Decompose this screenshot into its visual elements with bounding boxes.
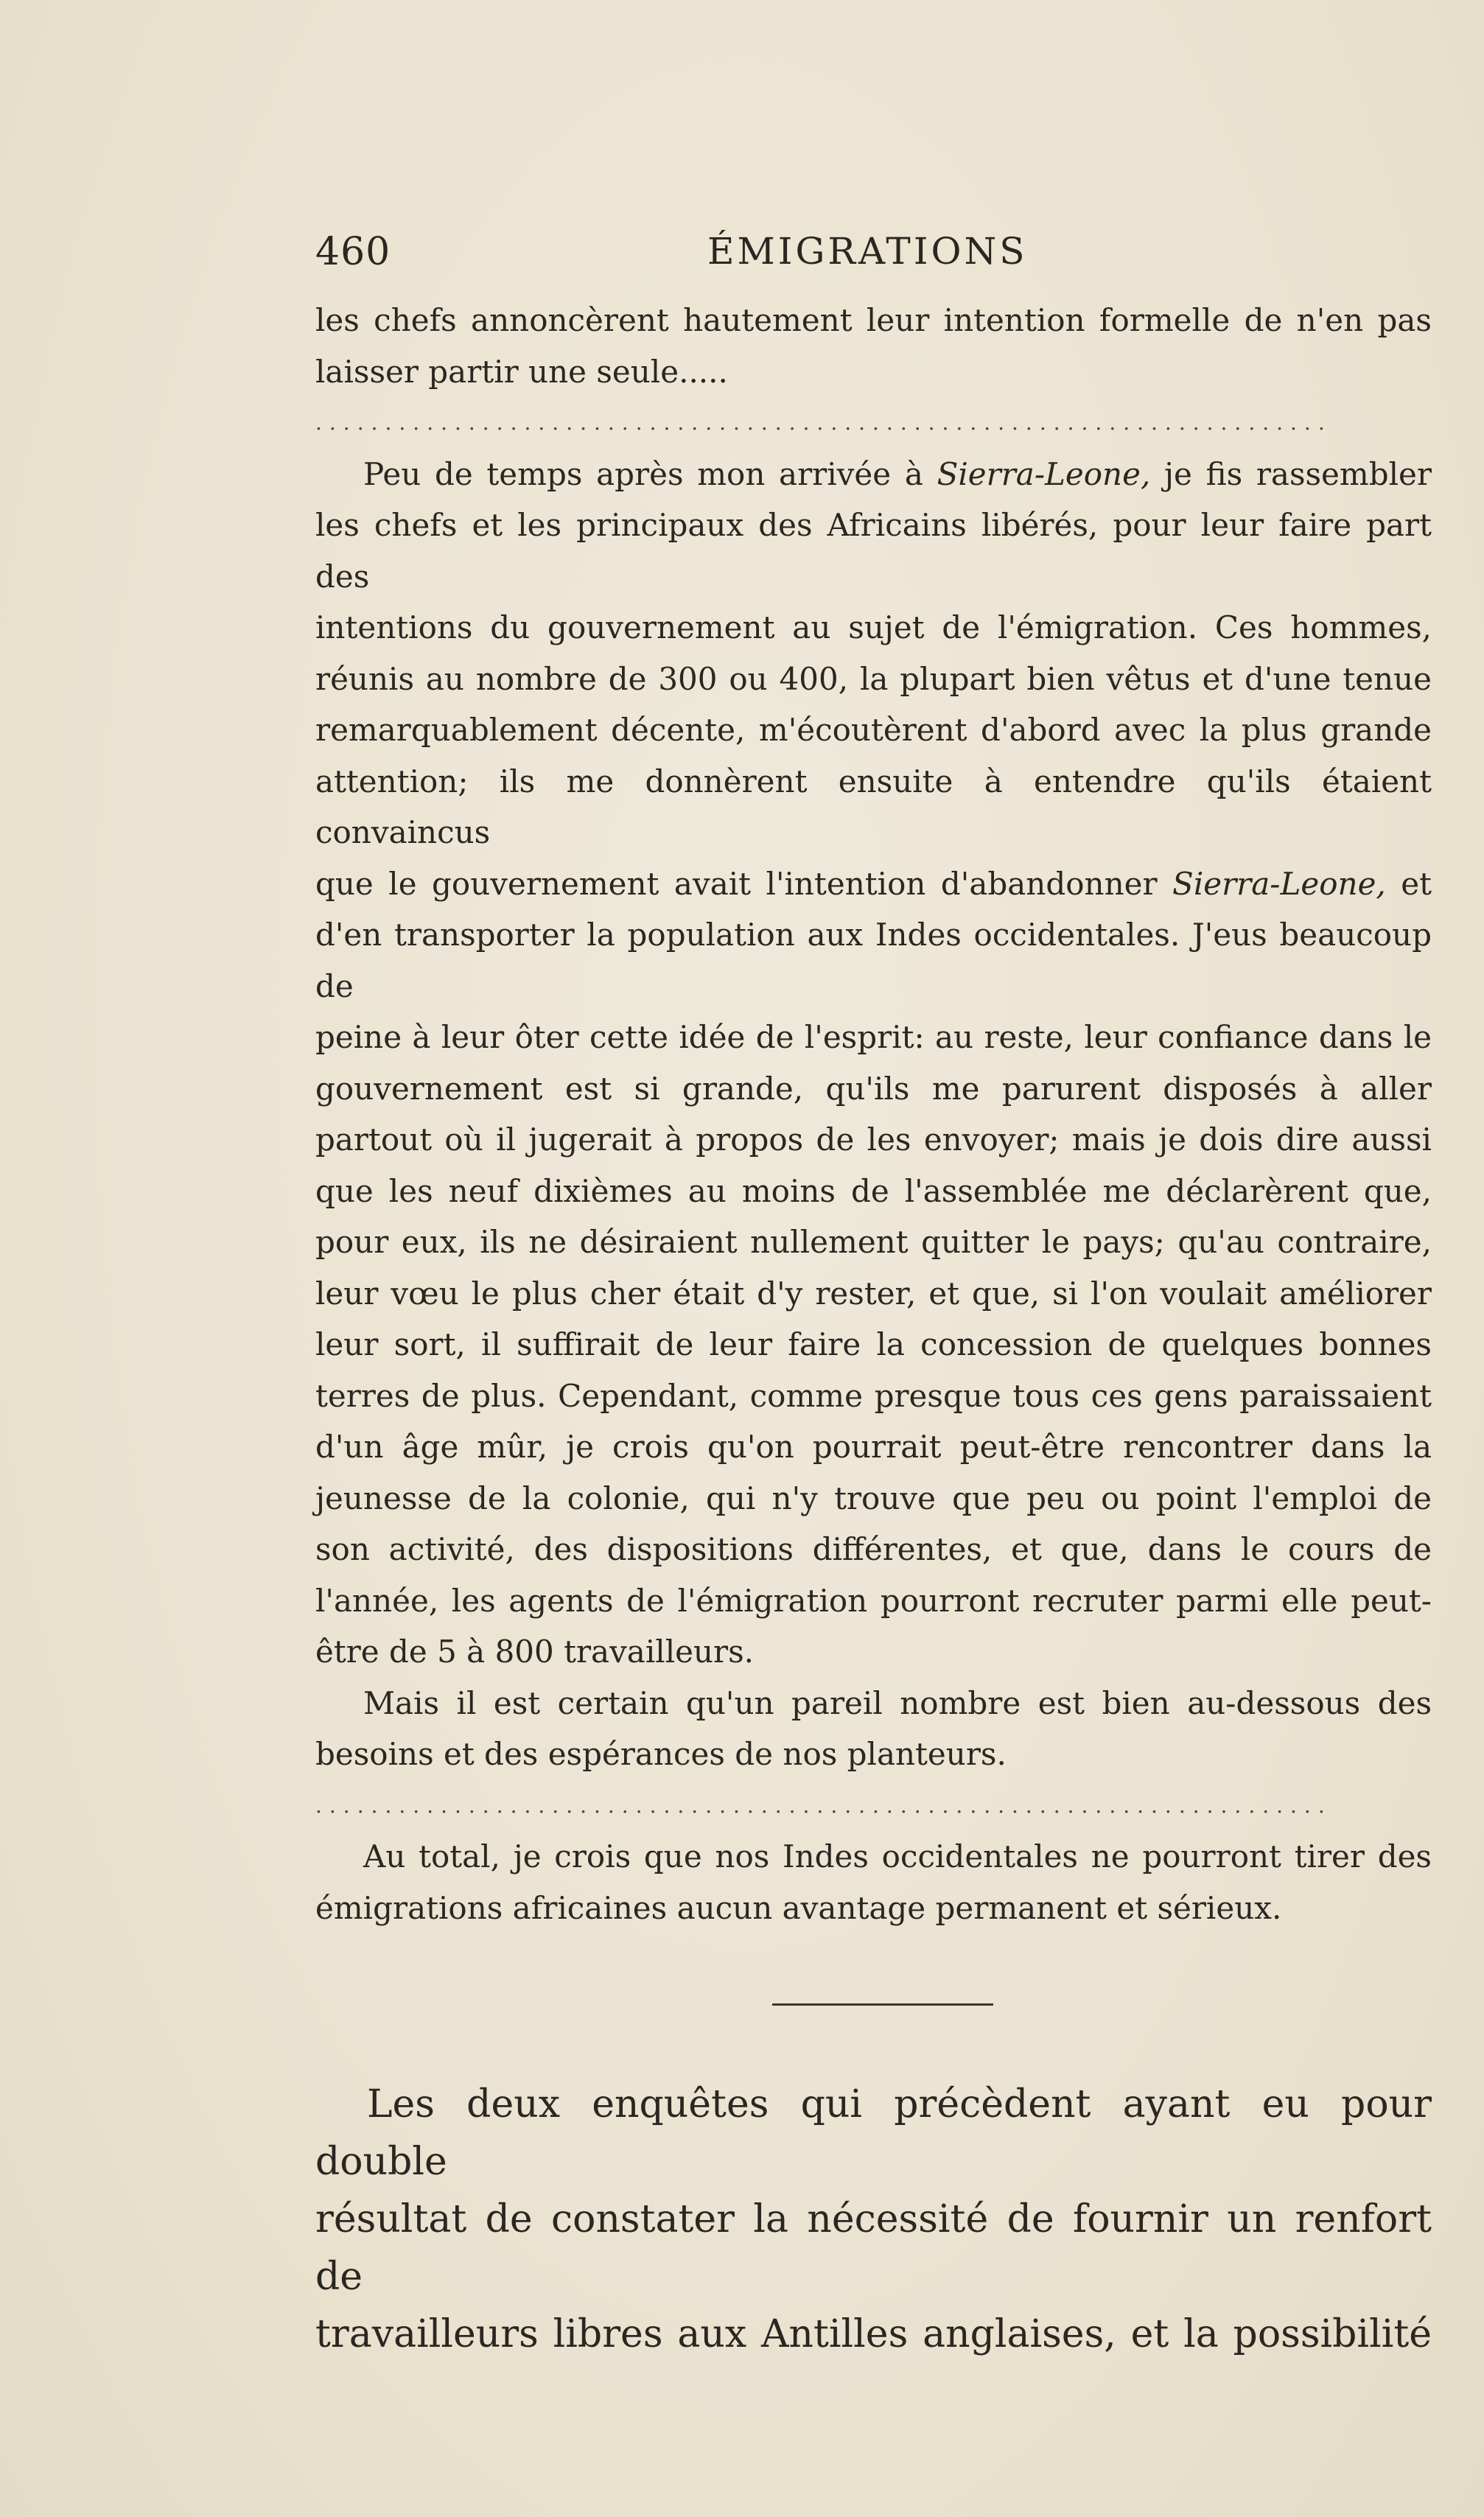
paragraph-2 xyxy=(315,449,1432,1678)
ellipsis-row: ......................................................................... xyxy=(315,410,1332,435)
text-line: son activité, des dispositions différentes, et que, dans le cours de xyxy=(315,1531,1432,1567)
text-line: partout où il jugerait à propos de les envoyer; mais je dois dire aussi xyxy=(315,1121,1432,1158)
main-text xyxy=(315,2076,1432,2363)
text-line: pour eux, ils ne désiraient nullement quitter le pays; qu'au contraire, xyxy=(315,1224,1432,1260)
text-line: Au total, je crois que nos Indes occidentales ne pourront tirer des xyxy=(363,1838,1432,1874)
text-line: jeunesse de la colonie, qui n'y trouve que peu ou point l'emploi de xyxy=(315,1480,1432,1516)
text-line: travailleurs libres aux Antilles anglaises, et la possibilité xyxy=(315,2312,1432,2356)
text-line: que le gouvernement avait l'intention d'abandonner Sierra-Leone, et xyxy=(315,865,1432,902)
running-head: ÉMIGRATIONS xyxy=(707,230,1028,273)
text-line: remarquablement décente, m'écoutèrent d'abord avec la plus grande xyxy=(315,712,1432,748)
text-line: l'année, les agents de l'émigration pourront recruter parmi elle peut- xyxy=(315,1582,1432,1619)
text-line: d'un âge mûr, je crois qu'on pourrait peut-être rencontrer dans la xyxy=(315,1429,1432,1465)
place-name: Sierra-Leone, xyxy=(1172,865,1386,902)
text-line: réunis au nombre de 300 ou 400, la plupart bien vêtus et d'une tenue xyxy=(315,660,1432,697)
text-line: les chefs et les principaux des Africains libérés, pour leur faire part des xyxy=(315,507,1432,595)
page-number: 460 xyxy=(315,230,391,274)
text-line: être de 5 à 800 travailleurs. xyxy=(315,1634,755,1670)
text-line: gouvernement est si grande, qu'ils me parurent disposés à aller xyxy=(315,1070,1432,1107)
text-line: Mais il est certain qu'un pareil nombre est bien au-dessous des xyxy=(363,1684,1432,1721)
page-header xyxy=(315,221,1443,280)
paragraph-3 xyxy=(315,1678,1432,1780)
text-line: laisser partir une seule..... xyxy=(315,353,728,390)
text-line: terres de plus. Cependant, comme presque tous ces gens paraissaient xyxy=(315,1377,1432,1414)
text-line: que les neuf dixièmes au moins de l'assemblée me déclarèrent que, xyxy=(315,1172,1432,1209)
text-line: intentions du gouvernement au sujet de l'émigration. Ces hommes, xyxy=(315,609,1432,645)
text-line: peine à leur ôter cette idée de l'esprit: au reste, leur confiance dans le xyxy=(315,1019,1432,1055)
quoted-text xyxy=(315,295,1432,1933)
text-line: leur vœu le plus cher était d'y rester, et que, si l'on voulait améliorer xyxy=(315,1275,1432,1312)
text-line: leur sort, il suffirait de leur faire la concession de quelques bonnes xyxy=(315,1326,1432,1362)
text-line: d'en transporter la population aux Indes occidentales. J'eus beaucoup de xyxy=(315,917,1432,1004)
text-line: émigrations africaines aucun avantage permanent et sérieux. xyxy=(315,1889,1282,1926)
text-line: Les deux enquêtes qui précèdent ayant eu pour double xyxy=(315,2082,1432,2184)
page-body xyxy=(315,295,1432,2363)
text-line: résultat de constater la nécessité de fournir un renfort de xyxy=(315,2197,1432,2299)
paragraph-5-cont xyxy=(315,2191,1432,2363)
text-line: attention; ils me donnèrent ensuite à entendre qu'ils étaient convaincus xyxy=(315,763,1432,850)
ellipsis-row: ......................................................................... xyxy=(315,1793,1332,1818)
paragraph-1 xyxy=(315,295,1432,397)
place-name: Sierra-Leone, xyxy=(937,455,1151,492)
section-divider xyxy=(772,2003,993,2006)
paragraph-4 xyxy=(315,1831,1432,1933)
text-line: besoins et des espérances de nos planteurs. xyxy=(315,1736,1007,1772)
text-line: les chefs annoncèrent hautement leur intention formelle de n'en pas xyxy=(315,302,1432,338)
paragraph-5 xyxy=(315,2076,1432,2191)
text-line: Peu de temps après mon arrivée à Sierra-Leone, je fis rassembler xyxy=(363,455,1432,492)
